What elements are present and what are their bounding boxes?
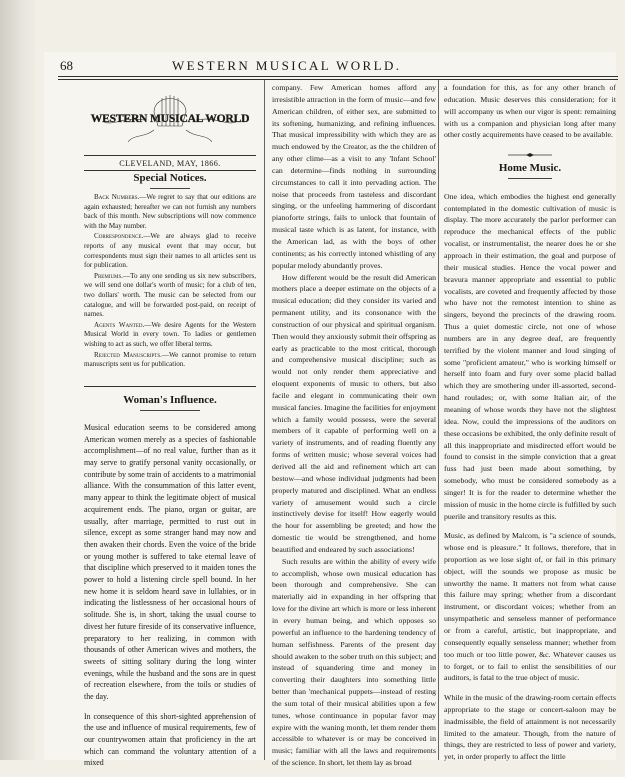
section-rule (84, 386, 256, 387)
home-music-heading: Home Music. (498, 162, 562, 174)
article-paragraph: Musical education seems to be considered among American women merely as a species of fashionable accomplishment—of no real value, further than as it may serve to gratify personal vanity occasionally, or contribute by some train of accidents to a matrimonial alliance. With the consummation of this latter event, many appear to think the legitimate object of musical acquirement ends. The piano, organ or guitar, are usually, after marriage, permitted to rust out in silence, except as some stranger hand may now and then awaken their chords. Even the voice of the bride or young mother is suffered to take eternal leave of that discipline which preserved to it maiden tones the power to hold a listening circle spell bound. In her new home it is seldom heard save in lullabies, or in indicating the listlessness of her occasional hours of solitude. She is, in short, taking the usual course to divest her future fireside of its conservative influence, preparatory to her realizing, in common with thousands of other American wives and mothers, the sweets of sitting solitary during the long winter evenings, while the husband and the sons are in quest of recreation elsewhere, from the toils or studies of the day. (84, 422, 256, 702)
ornament-divider (508, 153, 552, 157)
notices-heading: Special Notices. (133, 172, 207, 184)
article-paragraph: company. Few American homes afford any irresistible attraction in the form of music—and few American children, of either sex, are submitted to its softening, humanizing, and refining influences. That musical impressibility with which they are as much endowed by the Creator, as the the children of any other clime—as a visit to any 'Infant School' can determine—finds nothing in surrounding circumstances to call it into pervading action. The noise that proceeds from tasteless and discordant singing, or the unfeeling hammering of discordant pianoforte strings, fails to unlock that fountain of musical taste which is as latent, for instance, with the American lad, as with the boys of other continents; as his correctly intoned whistling of any popular melody abundantly proves. (272, 83, 436, 270)
notice-item: Back Numbers.—We regret to say that our editions are again exhausted; hereafter we can not furnish any numbers back of this month. New subscriptions will now commence with the May number. (84, 193, 256, 230)
article-paragraph: How different would be the result did American mothers place a deeper estimate on the objects of a musical education; did they consider its varied and permanent utility, and its consonance with the construction of our physical and spiritual organism. Then would they anxiously submit their offspring as early as practicable to the most critical, thorough and comprehensive musical discipline; such as would not only render them appreciative and eloquent exponents of music to others, but also facile and elegant in communicating their own musical fancies. Imagine the facilities for enjoyment which a family would possess, were the several members of it capable of performing well on a variety of instruments, and of reading fluently any forms of written music; whose several voices had derived all the aid and refinement which art can bestow—and whose individual judgments had been properly matured and disciplined. What an endless variety of amusement would such a circle instinctively devise for itself! How eagerly would the hour for assembling be greeted; and how the domestic tie would be strengthened, and home beautified and endeared by such associations! (272, 272, 436, 554)
masthead-rule (84, 155, 256, 156)
notice-item: Agents Wanted.—We desire Agents for the Western Musical World in every town. To ladies or gentlemen wishing to act as such, we offer liberal terms. (84, 320, 256, 348)
woman-article (84, 414, 256, 777)
continued-article (272, 82, 436, 769)
heading-underline (140, 410, 200, 411)
article-paragraph: In consequence of this short-sighted apprehension of the use and influence of musical requirements, few of our countrywomen attain that proficiency in the art which can command the voluntary attention of a mixed (84, 711, 256, 768)
dateline-rule (84, 170, 256, 171)
logo-lettering: WESTERN MUSICAL WORLD (90, 112, 250, 125)
article-paragraph: While in the music of the drawing-room certain effects appropriate to the stage or concert-saloon may be inadmissible, the field of attainment is not necessarily limited to the amateur. Though, from the nature of things, they are restricted to less of power and variety, yet, in order properly to affect the little (444, 692, 616, 762)
woman-heading: Woman's Influence. (123, 394, 217, 406)
heading-underline (150, 188, 190, 189)
running-header (60, 58, 616, 72)
notice-item: Rejected Manuscripts.—We cannot promise to return manuscripts sent us for publication. (84, 350, 256, 369)
running-title: WESTERN MUSICAL WORLD. (172, 58, 402, 73)
book-spine-shadow (0, 0, 36, 760)
notices-list (84, 193, 256, 371)
column-divider-2 (438, 80, 439, 760)
article-paragraph: a foundation for this, as for any other branch of education. Music deserves this consideration; for it will accompany us when our vigor is spent: remaining with us a companion and physician long after many other costly acquirements have ceased to be available. (444, 83, 616, 140)
notice-item: Premiums.—To any one sending us six new subscribers, we will send one dollar's worth of music; for a club of ten, two dollars' worth. The music can be selected from our catalogue, and will be forwarded post-paid, on receipt of names. (84, 271, 256, 319)
article-paragraph: Music, as defined by Malcom, is "a science of sounds, whose end is pleasure." It follows, therefore, that in proportion as we lose sight of, or fail in this primary object, will the sounds we propose as music be unworthy the name. It matters not from what cause this failure may spring; whether from a discordant instrument, or discordant voices; whether from an unsympathetic and senseless manner of performance or from a careful, artistic, but inappropriate, and consequently equally senseless manner; whether from too much or too little power, &c. Whatever causes us to forget, or to fail to enlist the sensibilities of our auditors, is fatal to the true object of music. (444, 531, 616, 683)
article-ending (444, 82, 616, 141)
home-music-article (444, 183, 616, 771)
article-paragraph: One idea, which embodies the highest end generally contemplated in the domestic cultivation of music is display. The more accurately the parlor performer can reproduce the mechanical effects of the public vocalist, or instrumentalist, the nearer does he or she approach in their estimation, the goal and purpose of their musical studies. Hence the vocal power and bravura manner appropriate and essential to public vocalists, are coveted and frequently affected by those who have not the remotest intention to shine as singers, beyond the precincts of the drawing room. Thus a quiet domestic circle, not one of whose numbers are in any degree deaf, are frequently terrified by the violent manner and loud singing of some "proficient amateur," who is working himself or herself into foam and fury over some placid ballad which they are smothering under ill-assorted, second-hand roulades; or, with some Italian air, of the meaning of whose words they have not the slightest idea. Now, could the impressions of the auditors on these occasions be exhibited, the only definite result of all this inappropriate and misdirected effort would be found to consist in the simple conviction that a great fuss had just been made about something, by somebody, who must be considered somebody as a singer! It is for the reader to determine whether the mission of music in the home circle is fulfilled by such puerile and transitory results as this. (444, 191, 616, 521)
article-paragraph: Such results are within the ability of every wife to accomplish, whose own musical education has been thorough and comprehensive. She can materially aid in expanding in her offspring that love for the divine art which is more or less inherent in every human being, and which opposes so powerful an influence to the hardening tendency of human selfishness. Parents of the present day should awaken to the sober truth on this subject; and instead of squandering time and money in converting their daughters into something little better than 'mechanical puppets—instead of resting the sum total of their musical abilities upon a few tunes, whose continuance in popular favor may expire with the waning month, let them render them accessible to whatever is or may be conceived in music; familiar with all the laws and requirements of the science. In short, let them lay as broad (272, 556, 436, 768)
header-rule (58, 76, 618, 77)
page-number: 68 (60, 58, 73, 73)
heading-underline (508, 178, 552, 179)
header-rule-thin (58, 79, 618, 80)
column-divider-1 (264, 80, 265, 760)
dateline: CLEVELAND, MAY, 1866. (119, 159, 221, 168)
notice-item: Correspondence.—We are always glad to receive reports of any musical event that may occur, but correspondents must sign their names to all articles sent us for publication. (84, 232, 256, 270)
masthead-logo (84, 86, 256, 152)
